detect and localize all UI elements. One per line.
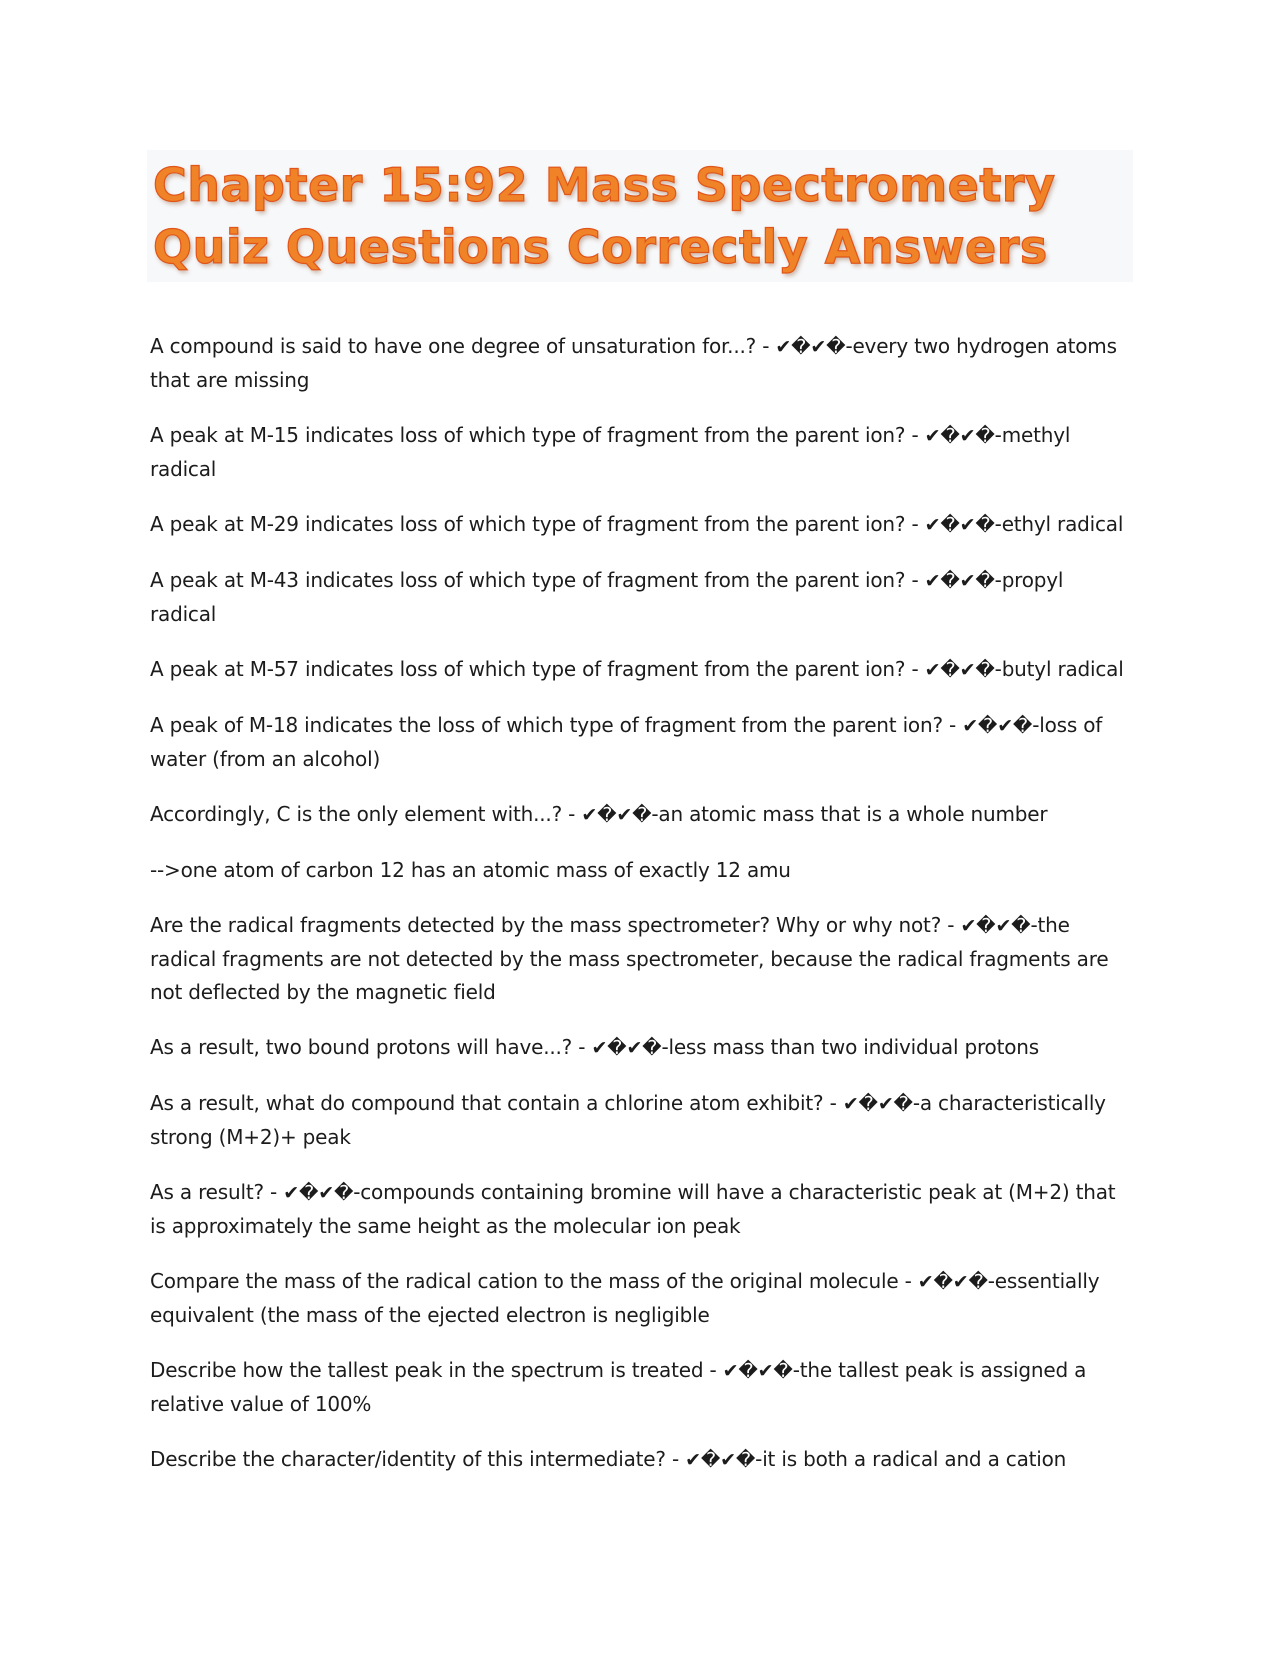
question-text: As a result, two bound protons will have...? [150,1035,573,1059]
answer-text: -the radical fragments are not detected by the mass spectrometer, because the radical fragments are not deflected by the magnetic field [150,913,1109,1004]
separator: - [905,423,925,447]
qa-item [150,419,1135,486]
answer-text: -an atomic mass that is a whole number [651,802,1048,826]
question-text: Describe how the tallest peak in the spectrum is treated [150,1358,704,1382]
answer-text: -compounds containing bromine will have a characteristic peak at (M+2) that is approximately the same height as the molecular ion peak [150,1180,1116,1238]
check-mark-icon: ✔�✔� [960,915,1031,937]
qa-item [150,1176,1135,1243]
answer-text: -a characteristically strong (M+2)+ peak [150,1091,1106,1149]
question-text: A peak at M-43 indicates loss of which type of fragment from the parent ion? [150,568,906,592]
qa-item [150,1087,1135,1154]
separator: - [905,512,925,536]
question-text: As a result, what do compound that contain a chlorine atom exhibit? [150,1091,824,1115]
qa-item [150,909,1135,1009]
qa-item [150,1443,1135,1477]
question-text: A peak at M-15 indicates loss of which type of fragment from the parent ion? [150,423,906,447]
question-text: A peak at M-57 indicates loss of which type of fragment from the parent ion? [150,657,906,681]
note-line [150,854,1135,887]
separator: - [942,713,963,737]
answer-text: -it is both a radical and a cation [755,1447,1067,1471]
question-text: A compound is said to have one degree of unsaturation for...? [150,334,757,358]
answer-text: -the tallest peak is assigned a relative value of 100% [150,1358,1087,1416]
answer-text: -butyl radical [994,657,1124,681]
question-text: Accordingly, C is the only element with...? [150,802,563,826]
check-mark-icon: ✔�✔� [917,1271,988,1293]
separator: - [562,802,582,826]
question-text: Are the radical fragments detected by the mass spectrometer? Why or why not? [150,913,942,937]
question-text: As a result? [150,1180,264,1204]
check-mark-icon: ✔�✔� [283,1182,354,1204]
separator: - [703,1358,723,1382]
separator: - [572,1035,592,1059]
separator: - [665,1447,686,1471]
separator: - [905,568,925,592]
note-text: -->one atom of carbon 12 has an atomic mass of exactly 12 amu [150,858,791,882]
question-text: Describe the character/identity of this intermediate? [150,1447,666,1471]
answer-text: -less mass than two individual protons [661,1035,1039,1059]
qa-item [150,1265,1135,1332]
check-mark-icon: ✔�✔� [775,336,846,358]
question-text: Compare the mass of the radical cation to the mass of the original molecule [150,1269,899,1293]
qa-list [150,330,1135,1499]
qa-item [150,709,1135,776]
separator: - [263,1180,284,1204]
answer-text: -essentially equivalent (the mass of the ejected electron is negligible [150,1269,1100,1327]
question-text: A peak at M-29 indicates loss of which type of fragment from the parent ion? [150,512,906,536]
check-mark-icon: ✔�✔� [685,1449,756,1471]
check-mark-icon: ✔�✔� [722,1360,793,1382]
qa-item [150,798,1135,832]
qa-item [150,330,1135,397]
answer-text: -every two hydrogen atoms that are missing [150,334,1117,392]
check-mark-icon: ✔�✔� [591,1037,662,1059]
question-text: A peak of M-18 indicates the loss of which type of fragment from the parent ion? [150,713,943,737]
qa-item [150,564,1135,631]
separator: - [898,1269,918,1293]
qa-item [150,1354,1135,1421]
check-mark-icon: ✔�✔� [924,514,995,536]
qa-item [150,508,1135,542]
answer-text: -ethyl radical [994,512,1124,536]
separator: - [905,657,925,681]
qa-item [150,653,1135,687]
answer-text: -loss of water (from an alcohol) [150,713,1103,771]
check-mark-icon: ✔�✔� [924,425,995,447]
check-mark-icon: ✔�✔� [581,804,652,826]
answer-text: -propyl radical [150,568,1064,626]
check-mark-icon: ✔�✔� [924,570,995,592]
check-mark-icon: ✔�✔� [924,659,995,681]
answer-text: -methyl radical [150,423,1071,481]
check-mark-icon: ✔�✔� [962,715,1033,737]
separator: - [823,1091,843,1115]
check-mark-icon: ✔�✔� [842,1093,913,1115]
separator: - [941,913,961,937]
title-banner [147,150,1133,282]
qa-item [150,1031,1135,1065]
page-title: Chapter 15:92 Mass Spectrometry Quiz Questions Correctly Answers [153,158,1056,274]
separator: - [756,334,776,358]
